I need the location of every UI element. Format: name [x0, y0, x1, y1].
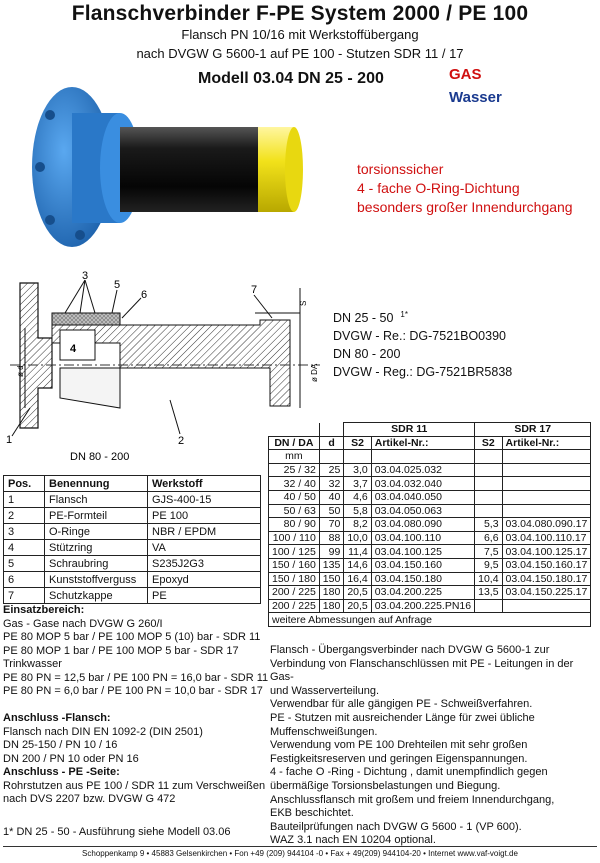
gas-label: GAS	[449, 66, 482, 83]
parts-header: Pos.	[4, 476, 45, 492]
description-line: Festigkeitsreserven und geringen Eigenspannungen.	[270, 752, 528, 765]
einsatz-section	[3, 604, 268, 699]
dim-cell: 16,4	[344, 572, 371, 586]
dim-row	[269, 477, 591, 491]
dim-cell: 100 / 125	[269, 545, 320, 559]
callout-7: 7	[251, 284, 258, 296]
parts-cell: VA	[148, 540, 261, 556]
dim-row	[269, 586, 591, 600]
parts-cell: S235J2G3	[148, 556, 261, 572]
parts-cell: 3	[4, 524, 45, 540]
description-line: Verbindung von Flanschanschlüssen mit PE - Leitungen in der Gas-	[270, 657, 574, 684]
dim-cell	[502, 463, 591, 477]
description-line: Flansch - Übergangsverbinder nach DVGW G 5600-1 zur	[270, 644, 550, 656]
dimension-table	[268, 422, 591, 627]
subtitle-1: Flansch PN 10/16 mit Werkstoffübergang	[181, 27, 419, 42]
dim-footnote: weitere Abmessungen auf Anfrage	[269, 613, 591, 627]
dim-cell: 03.04.032.040	[371, 477, 474, 491]
dn-info-note: 1*	[400, 310, 408, 319]
parts-cell: PE-Formteil	[45, 508, 148, 524]
parts-cell: 7	[4, 588, 45, 604]
feature-item: torsionssicher	[357, 161, 444, 177]
dim-cell: 180	[319, 586, 344, 600]
dim-cell: 3,0	[344, 463, 371, 477]
callout-3: 3	[82, 270, 89, 282]
dim-cell: 4,6	[344, 490, 371, 504]
group-sdr17: SDR 17	[475, 423, 591, 437]
dim-header: Artikel-Nr.:	[502, 436, 591, 450]
model-line: Modell 03.04 DN 25 - 200	[198, 70, 384, 87]
dim-header: S2	[475, 436, 502, 450]
description-line: PE - Stutzen mit ausreichender Länge für zwei übliche	[270, 711, 535, 724]
dim-cell: 7,5	[475, 545, 502, 559]
parts-cell: Kunststoffverguss	[45, 572, 148, 588]
parts-header: Werkstoff	[148, 476, 261, 492]
product-image	[20, 85, 320, 265]
dim-row	[269, 558, 591, 572]
unit-cell: mm	[269, 450, 320, 464]
dim-row	[269, 545, 591, 559]
dim-cell: 03.04.150.160.17	[502, 558, 591, 572]
dim-cell: 70	[319, 518, 344, 532]
group-sdr11: SDR 11	[344, 423, 475, 437]
parts-cell: NBR / EPDM	[148, 524, 261, 540]
dim-cell: 11,4	[344, 545, 371, 559]
dim-cell	[475, 463, 502, 477]
dim-cell: 10,0	[344, 531, 371, 545]
dim-cell: 99	[319, 545, 344, 559]
description-line: übermäßige Torsionsbelastungen und Biegung.	[270, 779, 501, 792]
dim-cell: 50 / 63	[269, 504, 320, 518]
anschluss-line: nach DVS 2207 bzw. DVGW G 472	[3, 793, 176, 805]
dim-cell: 200 / 225	[269, 599, 320, 613]
einsatz-heading: Einsatzbereich:	[3, 604, 85, 616]
dim-row	[269, 490, 591, 504]
parts-row	[4, 508, 261, 524]
dim-s: S	[299, 300, 308, 306]
dim-cell: 03.04.100.110.17	[502, 531, 591, 545]
dim-cell: 32 / 40	[269, 477, 320, 491]
dim-row	[269, 572, 591, 586]
dim-cell: 03.04.150.180.17	[502, 572, 591, 586]
dim-cell: 03.04.100.110	[371, 531, 474, 545]
description-line: Verwendung vom PE 100 Drehteilen mit sehr großen	[270, 739, 528, 752]
parts-cell: 1	[4, 492, 45, 508]
dim-cell: 25	[319, 463, 344, 477]
anschluss-flansch-heading: Anschluss -Flansch:	[3, 712, 111, 724]
dim-cell: 03.04.150.225.17	[502, 586, 591, 600]
dn-info-line: DN 80 - 200	[333, 347, 401, 362]
dim-cell: 14,6	[344, 558, 371, 572]
dim-cell: 25 / 32	[269, 463, 320, 477]
parts-cell: 6	[4, 572, 45, 588]
footnote-1: 1* DN 25 - 50 - Ausführung siehe Modell 03.06	[3, 826, 231, 838]
feature-item: 4 - fache O-Ring-Dichtung	[357, 180, 520, 196]
dim-cell: 150 / 180	[269, 572, 320, 586]
parts-cell: Stützring	[45, 540, 148, 556]
callout-4: 4	[70, 343, 77, 355]
dim-row	[269, 504, 591, 518]
dim-cell	[502, 504, 591, 518]
description-line: EKB beschichtet.	[270, 807, 354, 820]
dim-da: ø DA	[310, 363, 319, 382]
description-line: WAZ 3.1 nach EN 10204 optional.	[270, 834, 436, 847]
feature-item: besonders großer Innendurchgang	[357, 199, 573, 215]
parts-cell: PE	[148, 588, 261, 604]
dim-cell: 9,5	[475, 558, 502, 572]
parts-row	[4, 572, 261, 588]
parts-cell: GJS-400-15	[148, 492, 261, 508]
einsatz-line: Gas - Gase nach DVGW G 260/I	[3, 617, 163, 630]
dim-cell: 10,4	[475, 572, 502, 586]
footer-contact: Schoppenkamp 9 • 45883 Gelsenkirchen • Fon +49 (209) 944104 -0 • Fax + 49(209) 944104-20 • Internet www.vaf-voigt.de	[82, 849, 518, 858]
dn-info-line: DVGW - Re.: DG-7521BO0390	[333, 329, 506, 344]
dim-cell: 40	[319, 490, 344, 504]
callout-2: 2	[178, 435, 185, 447]
dim-cell	[475, 504, 502, 518]
feature-list	[357, 160, 573, 217]
description-line: 4 - fache O -Ring - Dichtung , damit unempfindlich gegen	[270, 766, 548, 779]
dim-cell: 150	[319, 572, 344, 586]
dim-cell: 88	[319, 531, 344, 545]
dim-cell	[475, 490, 502, 504]
dim-cell: 6,6	[475, 531, 502, 545]
parts-cell: 2	[4, 508, 45, 524]
dim-cell: 03.04.150.160	[371, 558, 474, 572]
dim-cell: 03.04.040.050	[371, 490, 474, 504]
dim-cell: 135	[319, 558, 344, 572]
parts-row	[4, 556, 261, 572]
dim-cell: 03.04.080.090	[371, 518, 474, 532]
dim-cell: 03.04.150.180	[371, 572, 474, 586]
einsatz-line: PE 80 MOP 5 bar / PE 100 MOP 5 (10) bar - SDR 11	[3, 631, 261, 643]
dim-header: d	[319, 436, 344, 450]
dim-cell: 03.04.025.032	[371, 463, 474, 477]
dim-header: DN / DA	[269, 436, 320, 450]
dn-info-line: DVGW - Reg.: DG-7521BR5838	[333, 365, 513, 380]
dim-cell: 40 / 50	[269, 490, 320, 504]
einsatz-line: Trinkwasser	[3, 658, 62, 670]
dim-cell: 13,5	[475, 586, 502, 600]
dim-cell: 03.04.200.225.PN16	[371, 599, 474, 613]
dim-cell: 20,5	[344, 599, 371, 613]
dim-cell: 03.04.200.225	[371, 586, 474, 600]
dim-cell: 03.04.080.090.17	[502, 518, 591, 532]
parts-cell: Epoxyd	[148, 572, 261, 588]
dim-cell: 100 / 110	[269, 531, 320, 545]
description-line: und Wasserverteilung.	[270, 684, 380, 697]
callout-6: 6	[141, 289, 148, 301]
parts-cell: Schutzkappe	[45, 588, 148, 604]
dim-row	[269, 518, 591, 532]
parts-cell: O-Ringe	[45, 524, 148, 540]
dim-cell: 50	[319, 504, 344, 518]
anschluss-pe-heading: Anschluss - PE -Seite:	[3, 766, 120, 778]
page-title: Flanschverbinder F-PE System 2000 / PE 100	[71, 2, 529, 25]
description-line: Verwendbar für alle gängigen PE - Schweißverfahren.	[270, 698, 533, 711]
dim-cell: 180	[319, 599, 344, 613]
parts-cell: Flansch	[45, 492, 148, 508]
anschluss-line: Rohrstutzen aus PE 100 / SDR 11 zum Verschweißen	[3, 779, 266, 792]
anschluss-line: DN 200 / PN 10 oder PN 16	[3, 752, 139, 765]
einsatz-line: PE 80 MOP 1 bar / PE 100 MOP 5 bar - SDR 17	[3, 644, 239, 657]
parts-row	[4, 540, 261, 556]
dim-cell: 03.04.100.125	[371, 545, 474, 559]
dim-cell: 32	[319, 477, 344, 491]
dim-cell	[502, 477, 591, 491]
callout-5: 5	[114, 279, 121, 291]
dim-cell	[475, 599, 502, 613]
dim-cell	[502, 490, 591, 504]
dim-cell: 03.04.050.063	[371, 504, 474, 518]
anschluss-line: DN 25-150 / PN 10 / 16	[3, 739, 118, 751]
parts-header: Benennung	[45, 476, 148, 492]
dim-d: ø d	[16, 365, 25, 377]
callout-1: 1	[6, 434, 13, 446]
dim-header: Artikel-Nr.:	[371, 436, 474, 450]
dim-cell	[475, 477, 502, 491]
drawing-caption: DN 80 - 200	[70, 451, 130, 463]
dim-cell: 3,7	[344, 477, 371, 491]
parts-cell: Schraubring	[45, 556, 148, 572]
description-line: Muffenschweißungen.	[270, 725, 378, 738]
parts-row	[4, 524, 261, 540]
parts-table	[3, 475, 261, 604]
parts-cell: PE 100	[148, 508, 261, 524]
description-line: Bauteilprüfungen nach DVGW G 5600 - 1 (VP 600).	[270, 820, 522, 833]
footer-divider	[3, 846, 597, 847]
description-line: Anschlussflansch mit großem und freiem Innendurchgang,	[270, 793, 555, 806]
einsatz-line: PE 80 PN = 12,5 bar / PE 100 PN = 16,0 bar - SDR 11	[3, 671, 269, 684]
parts-row	[4, 588, 261, 604]
dn-info	[333, 306, 512, 381]
dn-info-line: DN 25 - 50	[333, 311, 394, 326]
dim-cell: 150 / 160	[269, 558, 320, 572]
dim-cell: 5,8	[344, 504, 371, 518]
dim-cell: 5,3	[475, 518, 502, 532]
parts-cell: 5	[4, 556, 45, 572]
einsatz-line: PE 80 PN = 6,0 bar / PE 100 PN = 10,0 bar - SDR 17	[3, 685, 263, 697]
subtitle-2: nach DVGW G 5600-1 auf PE 100 - Stutzen SDR 11 / 17	[136, 46, 464, 61]
wasser-label: Wasser	[449, 89, 502, 106]
anschluss-line: Flansch nach DIN EN 1092-2 (DIN 2501)	[3, 725, 203, 738]
dim-cell: 20,5	[344, 586, 371, 600]
description-block	[270, 644, 596, 848]
dim-cell: 200 / 225	[269, 586, 320, 600]
dim-row	[269, 599, 591, 613]
dim-cell: 80 / 90	[269, 518, 320, 532]
dim-row	[269, 463, 591, 477]
parts-cell: 4	[4, 540, 45, 556]
dim-cell: 03.04.100.125.17	[502, 545, 591, 559]
pe-pipe	[120, 127, 280, 212]
parts-row	[4, 492, 261, 508]
dim-header: S2	[344, 436, 371, 450]
dim-row	[269, 531, 591, 545]
anschluss-section	[3, 712, 265, 807]
dim-cell	[502, 599, 591, 613]
dim-cell: 8,2	[344, 518, 371, 532]
